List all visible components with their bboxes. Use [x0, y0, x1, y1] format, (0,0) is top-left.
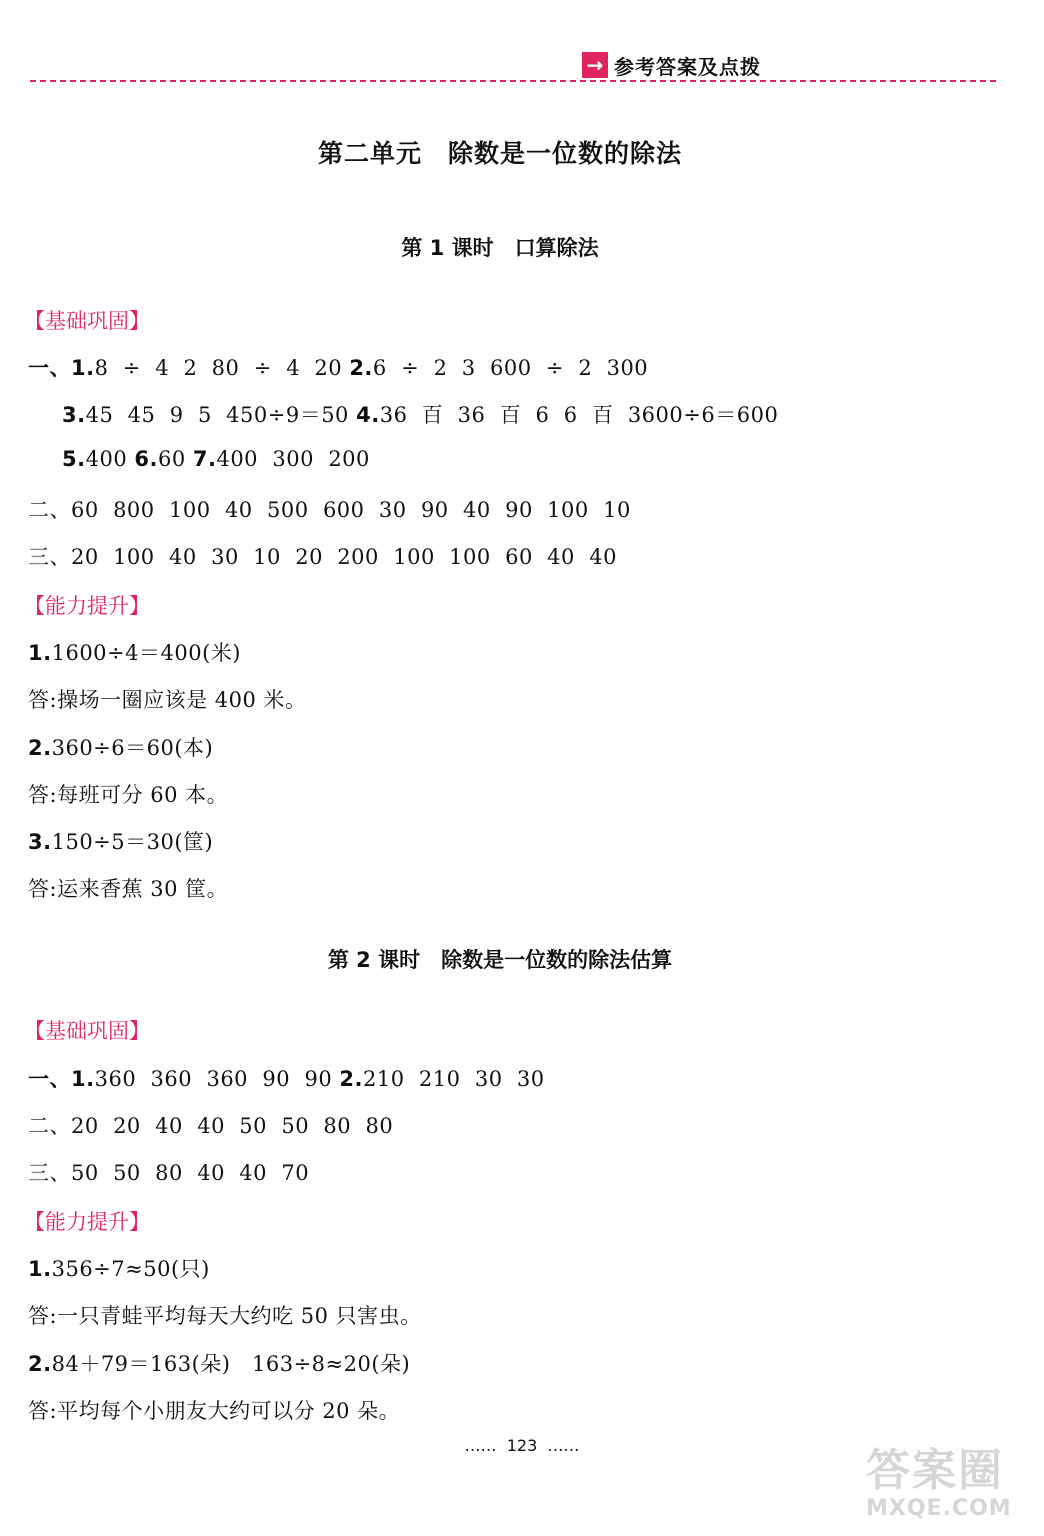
header-title: 参考答案及点拨	[614, 54, 761, 79]
lesson1-title: 第 1 课时 口算除法	[401, 236, 599, 260]
lesson2-answer2: 答:平均每个小朋友大约可以分 20 朵。	[28, 1399, 401, 1423]
lesson1-answer1: 答:操场一圈应该是 400 米。	[28, 688, 307, 712]
lesson1-q-er: 二、60 800 100 40 500 600 30 90 40 90 100 10	[28, 498, 631, 522]
watermark-bottom: MXQE.COM	[866, 1496, 1012, 1521]
lesson1-problem1: 1.1600÷4＝400(米)	[28, 641, 241, 665]
lesson1-section-basic: 【基础巩固】	[24, 309, 150, 333]
lesson2-title: 第 2 课时 除数是一位数的除法估算	[327, 948, 673, 972]
lesson1-problem2: 2.360÷6＝60(本)	[28, 736, 214, 760]
lesson1-section-ability: 【能力提升】	[24, 594, 150, 618]
lesson1-q-san: 三、20 100 40 30 10 20 200 100 100 60 40 40	[28, 545, 617, 569]
watermark-logo	[866, 1446, 1036, 1528]
arrow-right-icon: →	[582, 52, 608, 78]
unit-title: 第二单元 除数是一位数的除法	[317, 139, 682, 168]
lesson2-problem1: 1.356÷7≈50(只)	[28, 1257, 210, 1281]
lesson2-answer1: 答:一只青蛙平均每天大约吃 50 只害虫。	[28, 1304, 422, 1328]
lesson1-q5-line: 5.400 6.60 7.400 300 200	[62, 447, 370, 471]
page-number: …… 123 ……	[464, 1436, 580, 1455]
page-header	[582, 50, 761, 80]
lesson2-problem2: 2.84＋79＝163(朵) 163÷8≈20(朵)	[28, 1352, 411, 1376]
lesson2-section-basic: 【基础巩固】	[24, 1019, 150, 1043]
header-divider	[30, 80, 996, 82]
lesson1-q3-line: 3.45 45 9 5 450÷9＝50 4.36 百 36 百 6 6 百 3600÷6＝600	[62, 403, 779, 427]
lesson2-section-ability: 【能力提升】	[24, 1210, 150, 1234]
lesson1-answer3: 答:运来香蕉 30 筐。	[28, 877, 229, 901]
watermark-top: 答案圈	[866, 1445, 1004, 1496]
lesson2-q-san: 三、50 50 80 40 40 70	[28, 1161, 310, 1185]
lesson1-answer2: 答:每班可分 60 本。	[28, 783, 229, 807]
lesson1-q1-line: 一、1.8 ÷ 4 2 80 ÷ 4 20 2.6 ÷ 2 3 600 ÷ 2 300	[28, 356, 649, 380]
lesson2-q1-line: 一、1.360 360 360 90 90 2.210 210 30 30	[28, 1067, 545, 1091]
lesson1-problem3: 3.150÷5＝30(筐)	[28, 830, 214, 854]
lesson2-q-er: 二、20 20 40 40 50 50 80 80	[28, 1114, 394, 1138]
